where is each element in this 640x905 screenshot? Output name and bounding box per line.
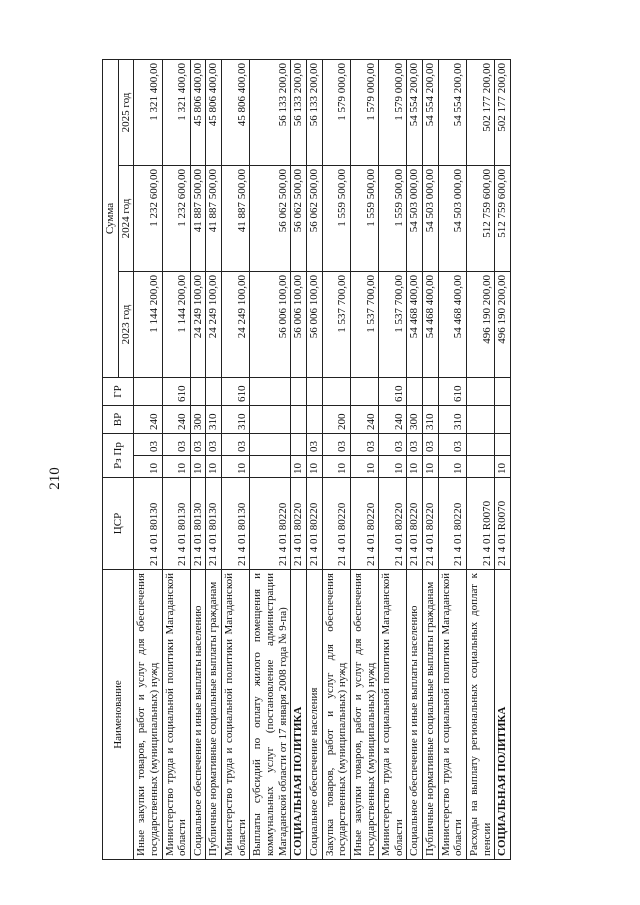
- cell-rz: 10: [222, 456, 250, 478]
- cell-vr: 240: [134, 405, 162, 433]
- cell-name: СОЦИАЛЬНАЯ ПОЛИТИКА: [495, 570, 511, 860]
- cell-2024: 41 887 500,00: [222, 165, 250, 271]
- cell-2024: 1 232 600,00: [162, 165, 190, 271]
- cell-csr: 21 4 01 80220: [291, 478, 307, 570]
- cell-pr: 03: [423, 433, 439, 455]
- table-row: [134, 59, 162, 859]
- cell-2023: 1 144 200,00: [134, 271, 162, 377]
- cell-2024: 54 503 000,00: [438, 165, 466, 271]
- cell-2024: 56 062 500,00: [306, 165, 322, 271]
- cell-pr: 03: [379, 433, 407, 455]
- rotated-page-content: [102, 60, 532, 860]
- table-row: [190, 59, 206, 859]
- cell-vr: 310: [222, 405, 250, 433]
- table-header: [103, 59, 134, 859]
- table-row: [495, 59, 511, 859]
- table-row: [407, 59, 423, 859]
- cell-pr: 03: [206, 433, 222, 455]
- cell-2025: 54 554 200,00: [407, 59, 423, 165]
- cell-pr: [291, 433, 307, 455]
- table-row: [322, 59, 350, 859]
- cell-vr: 310: [438, 405, 466, 433]
- cell-vr: 240: [379, 405, 407, 433]
- cell-vr: [467, 405, 495, 433]
- cell-rz: 10: [350, 456, 378, 478]
- cell-rz: 10: [162, 456, 190, 478]
- cell-vr: 310: [206, 405, 222, 433]
- cell-2025: 54 554 200,00: [423, 59, 439, 165]
- cell-csr: 21 4 01 80130: [162, 478, 190, 570]
- cell-pr: 03: [134, 433, 162, 455]
- cell-2023: 56 006 100,00: [306, 271, 322, 377]
- cell-csr: 21 4 01 80220: [438, 478, 466, 570]
- cell-2024: 1 559 500,00: [379, 165, 407, 271]
- cell-vr: 200: [322, 405, 350, 433]
- cell-vr: [291, 405, 307, 433]
- cell-2025: 1 321 400,00: [162, 59, 190, 165]
- cell-2023: 1 537 700,00: [379, 271, 407, 377]
- cell-csr: 21 4 01 80130: [206, 478, 222, 570]
- table-row: [291, 59, 307, 859]
- cell-gr: [190, 377, 206, 405]
- cell-csr: 21 4 01 80220: [407, 478, 423, 570]
- table-row: [306, 59, 322, 859]
- cell-2023: 54 468 400,00: [423, 271, 439, 377]
- cell-2023: 1 537 700,00: [350, 271, 378, 377]
- table-row: [438, 59, 466, 859]
- cell-2023: 1 537 700,00: [322, 271, 350, 377]
- cell-2023: 496 190 200,00: [467, 271, 495, 377]
- header-rz-pr: Рз Пр: [103, 433, 134, 477]
- cell-pr: 03: [222, 433, 250, 455]
- page-number: 210: [46, 467, 63, 490]
- cell-2025: 56 133 200,00: [306, 59, 322, 165]
- cell-2025: 45 806 400,00: [222, 59, 250, 165]
- cell-gr: [495, 377, 511, 405]
- header-sum: Сумма: [103, 59, 119, 377]
- cell-vr: 300: [407, 405, 423, 433]
- table-row: [379, 59, 407, 859]
- table-row: [423, 59, 439, 859]
- cell-2025: 56 133 200,00: [291, 59, 307, 165]
- cell-name: Иные закупки товаров, работ и услуг для обеспечения государственных (муниципальных) нужд: [350, 570, 378, 860]
- cell-rz: 10: [190, 456, 206, 478]
- cell-2025: 1 579 000,00: [322, 59, 350, 165]
- header-csr: ЦСР: [103, 478, 134, 570]
- cell-2024: 41 887 500,00: [190, 165, 206, 271]
- cell-vr: 240: [162, 405, 190, 433]
- cell-2023: 54 468 400,00: [407, 271, 423, 377]
- cell-rz: 10: [379, 456, 407, 478]
- cell-2025: 502 177 200,00: [467, 59, 495, 165]
- header-2025: 2025 год: [118, 59, 134, 165]
- cell-2023: 56 006 100,00: [291, 271, 307, 377]
- cell-2024: 1 232 600,00: [134, 165, 162, 271]
- cell-2025: 1 321 400,00: [134, 59, 162, 165]
- cell-pr: [495, 433, 511, 455]
- cell-2023: 1 144 200,00: [162, 271, 190, 377]
- cell-csr: 21 4 01 80130: [190, 478, 206, 570]
- cell-vr: 240: [350, 405, 378, 433]
- cell-2024: 512 759 600,00: [467, 165, 495, 271]
- cell-gr: [423, 377, 439, 405]
- cell-gr: 610: [222, 377, 250, 405]
- cell-rz: 10: [423, 456, 439, 478]
- cell-vr: [250, 405, 291, 433]
- cell-name: Публичные нормативные социальные выплаты гражданам: [423, 570, 439, 860]
- cell-rz: 10: [438, 456, 466, 478]
- cell-gr: [206, 377, 222, 405]
- cell-csr: 21 4 01 80220: [350, 478, 378, 570]
- cell-name: Социальное обеспечение и иные выплаты населению: [407, 570, 423, 860]
- cell-name: Социальное обеспечение и иные выплаты населению: [190, 570, 206, 860]
- cell-pr: 03: [438, 433, 466, 455]
- cell-2024: 512 759 600,00: [495, 165, 511, 271]
- cell-rz: 10: [306, 456, 322, 478]
- cell-name: Публичные нормативные социальные выплаты гражданам: [206, 570, 222, 860]
- cell-name: СОЦИАЛЬНАЯ ПОЛИТИКА: [291, 570, 307, 860]
- cell-gr: 610: [438, 377, 466, 405]
- cell-2025: 54 554 200,00: [438, 59, 466, 165]
- cell-2023: 24 249 100,00: [206, 271, 222, 377]
- cell-gr: [322, 377, 350, 405]
- cell-name: Закупка товаров, работ и услуг для обеспечения государственных (муниципальных) нужд: [322, 570, 350, 860]
- cell-2023: 496 190 200,00: [495, 271, 511, 377]
- cell-name: Министерство труда и социальной политики Магаданской области: [222, 570, 250, 860]
- cell-rz: 10: [206, 456, 222, 478]
- cell-vr: 310: [423, 405, 439, 433]
- cell-pr: 03: [407, 433, 423, 455]
- cell-2024: 1 559 500,00: [322, 165, 350, 271]
- cell-pr: 03: [306, 433, 322, 455]
- header-vr: ВР: [103, 405, 134, 433]
- cell-gr: [291, 377, 307, 405]
- cell-csr: 21 4 01 80130: [134, 478, 162, 570]
- cell-rz: 10: [407, 456, 423, 478]
- cell-csr: 21 4 01 R0070: [467, 478, 495, 570]
- budget-table: [102, 59, 511, 860]
- cell-2024: 54 503 000,00: [423, 165, 439, 271]
- cell-vr: [495, 405, 511, 433]
- cell-csr: 21 4 01 80130: [222, 478, 250, 570]
- cell-gr: 610: [379, 377, 407, 405]
- cell-gr: [306, 377, 322, 405]
- cell-gr: [350, 377, 378, 405]
- cell-2025: 502 177 200,00: [495, 59, 511, 165]
- cell-2023: 54 468 400,00: [438, 271, 466, 377]
- cell-2025: 1 579 000,00: [379, 59, 407, 165]
- cell-name: Расходы на выплату региональных социальных доплат к пенсии: [467, 570, 495, 860]
- cell-2024: 41 887 500,00: [206, 165, 222, 271]
- cell-csr: 21 4 01 80220: [423, 478, 439, 570]
- cell-2024: 1 559 500,00: [350, 165, 378, 271]
- cell-csr: 21 4 01 80220: [306, 478, 322, 570]
- cell-rz: [467, 456, 495, 478]
- cell-gr: [250, 377, 291, 405]
- cell-pr: [250, 433, 291, 455]
- cell-pr: 03: [322, 433, 350, 455]
- table-row: [250, 59, 291, 859]
- header-2023: 2023 год: [118, 271, 134, 377]
- cell-2024: 56 062 500,00: [250, 165, 291, 271]
- cell-csr: 21 4 01 80220: [250, 478, 291, 570]
- cell-2023: 24 249 100,00: [190, 271, 206, 377]
- cell-name: Выплаты субсидий по оплату жилого помещения и коммунальных услуг (постановление администрации Магаданской области от 17 января 2008 года № 9-па): [250, 570, 291, 860]
- cell-pr: [467, 433, 495, 455]
- cell-gr: 610: [162, 377, 190, 405]
- cell-rz: 10: [291, 456, 307, 478]
- header-name: Наименование: [103, 570, 134, 860]
- cell-2024: 54 503 000,00: [407, 165, 423, 271]
- header-2024: 2024 год: [118, 165, 134, 271]
- cell-pr: 03: [162, 433, 190, 455]
- table-body: [134, 59, 511, 859]
- cell-pr: 03: [190, 433, 206, 455]
- cell-rz: [250, 456, 291, 478]
- cell-gr: [467, 377, 495, 405]
- cell-name: Социальное обеспечение населения: [306, 570, 322, 860]
- cell-2025: 45 806 400,00: [190, 59, 206, 165]
- cell-gr: [134, 377, 162, 405]
- cell-2024: 56 062 500,00: [291, 165, 307, 271]
- cell-rz: 10: [322, 456, 350, 478]
- table-row: [222, 59, 250, 859]
- cell-csr: 21 4 01 R0070: [495, 478, 511, 570]
- cell-vr: [306, 405, 322, 433]
- cell-pr: 03: [350, 433, 378, 455]
- cell-name: Министерство труда и социальной политики Магаданской области: [438, 570, 466, 860]
- cell-name: Иные закупки товаров, работ и услуг для обеспечения государственных (муниципальных) нужд: [134, 570, 162, 860]
- cell-csr: 21 4 01 80220: [379, 478, 407, 570]
- table-row: [350, 59, 378, 859]
- cell-vr: 300: [190, 405, 206, 433]
- cell-csr: 21 4 01 80220: [322, 478, 350, 570]
- cell-2023: 56 006 100,00: [250, 271, 291, 377]
- cell-rz: 10: [495, 456, 511, 478]
- cell-2025: 1 579 000,00: [350, 59, 378, 165]
- cell-rz: 10: [134, 456, 162, 478]
- table-row: [162, 59, 190, 859]
- cell-name: Министерство труда и социальной политики Магаданской области: [162, 570, 190, 860]
- cell-2023: 24 249 100,00: [222, 271, 250, 377]
- cell-2025: 56 133 200,00: [250, 59, 291, 165]
- cell-2025: 45 806 400,00: [206, 59, 222, 165]
- header-gr: ГР: [103, 377, 134, 405]
- cell-name: Министерство труда и социальной политики Магаданской области: [379, 570, 407, 860]
- table-row: [467, 59, 495, 859]
- cell-gr: [407, 377, 423, 405]
- table-row: [206, 59, 222, 859]
